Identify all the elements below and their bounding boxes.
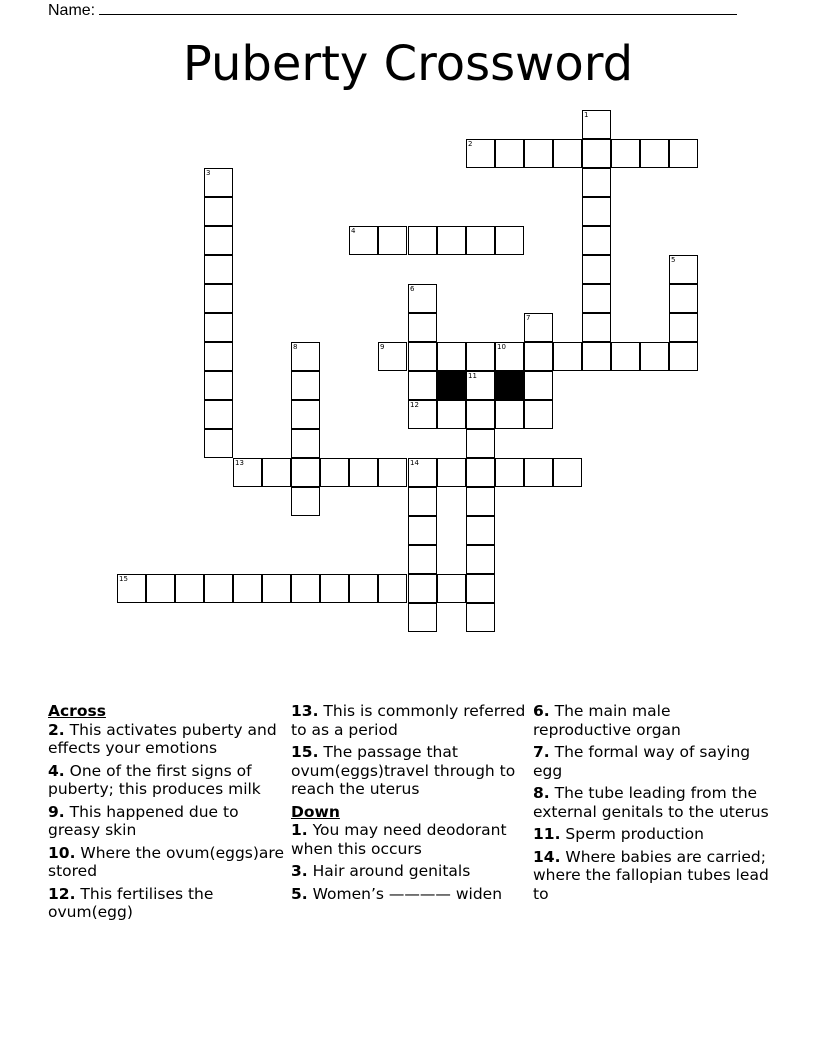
grid-cell[interactable] xyxy=(262,458,291,487)
grid-cell[interactable] xyxy=(291,574,320,603)
grid-cell[interactable] xyxy=(378,226,407,255)
clue-number-13: 13 xyxy=(235,459,244,467)
clue-number-6: 6 xyxy=(410,285,415,293)
grid-cell[interactable] xyxy=(466,429,495,458)
clues-column-2 xyxy=(291,702,527,907)
grid-cell[interactable] xyxy=(408,400,437,429)
grid-cell[interactable] xyxy=(320,574,349,603)
grid-cell[interactable] xyxy=(582,226,611,255)
clue-number-9: 9 xyxy=(380,343,385,351)
grid-cell[interactable] xyxy=(146,574,175,603)
grid-cell[interactable] xyxy=(466,458,495,487)
clue-number-7: 7 xyxy=(526,314,531,322)
grid-cell[interactable] xyxy=(408,284,437,313)
grid-cell[interactable] xyxy=(204,400,233,429)
grid-cell[interactable] xyxy=(204,371,233,400)
grid-cell[interactable] xyxy=(582,139,611,168)
grid-cell[interactable] xyxy=(582,168,611,197)
grid-cell[interactable] xyxy=(204,226,233,255)
grid-cell[interactable] xyxy=(408,313,437,342)
grid-cell[interactable] xyxy=(291,487,320,516)
clue-down-8: 8. The tube leading from the external genitals to the uterus xyxy=(533,784,769,821)
grid-cell[interactable] xyxy=(524,313,553,342)
clue-down-14: 14. Where babies are carried; where the fallopian tubes lead to xyxy=(533,847,769,903)
grid-cell[interactable] xyxy=(495,139,524,168)
grid-cell[interactable] xyxy=(291,371,320,400)
grid-cell[interactable] xyxy=(466,139,495,168)
grid-cell[interactable] xyxy=(466,342,495,371)
grid-cell[interactable] xyxy=(669,313,698,342)
clue-down-7: 7. The formal way of saying egg xyxy=(533,743,751,780)
grid-cell[interactable] xyxy=(640,342,669,371)
grid-cell[interactable] xyxy=(291,400,320,429)
clue-across-15: 15. The passage that ovum(eggs)travel through to reach the uterus xyxy=(291,743,516,798)
grid-cell[interactable] xyxy=(611,342,640,371)
grid-cell[interactable] xyxy=(437,574,466,603)
grid-cell[interactable] xyxy=(582,110,611,139)
grid-cell[interactable] xyxy=(204,197,233,226)
clue-down-6: 6. The main male reproductive organ xyxy=(533,702,681,739)
clues-column-3 xyxy=(533,702,773,907)
grid-cell[interactable] xyxy=(175,574,204,603)
grid-cell[interactable] xyxy=(640,139,669,168)
grid-cell[interactable] xyxy=(408,458,437,487)
grid-cell[interactable] xyxy=(437,400,466,429)
clue-number-8: 8 xyxy=(293,343,298,351)
grid-cell[interactable] xyxy=(408,371,437,400)
grid-cell[interactable] xyxy=(495,400,524,429)
across-heading: Across xyxy=(48,702,106,720)
page-title: Puberty Crossword xyxy=(182,36,634,92)
grid-cell[interactable] xyxy=(291,458,320,487)
grid-cell[interactable] xyxy=(408,342,437,371)
grid-cell[interactable] xyxy=(291,342,320,371)
grid-cell[interactable] xyxy=(233,574,262,603)
grid-cell[interactable] xyxy=(582,197,611,226)
grid-cell[interactable] xyxy=(349,226,378,255)
clue-down-1: 1. You may need deodorant when this occurs xyxy=(291,821,507,858)
clue-down-5: 5. Women’s ———— widen xyxy=(291,884,503,903)
clue-number-14: 14 xyxy=(410,459,419,467)
grid-cell[interactable] xyxy=(524,400,553,429)
grid-cell[interactable] xyxy=(669,139,698,168)
grid-cell[interactable] xyxy=(466,516,495,545)
clue-number-10: 10 xyxy=(497,343,506,351)
grid-cell[interactable] xyxy=(204,313,233,342)
clue-number-4: 4 xyxy=(351,227,356,235)
grid-cell[interactable] xyxy=(553,458,582,487)
grid-cell[interactable] xyxy=(669,255,698,284)
clue-number-1: 1 xyxy=(584,111,589,119)
grid-cell[interactable] xyxy=(466,574,495,603)
grid-cell[interactable] xyxy=(466,487,495,516)
grid-cell[interactable] xyxy=(117,574,146,603)
grid-cell[interactable] xyxy=(437,226,466,255)
grid-cell[interactable] xyxy=(408,603,437,632)
grid-cell[interactable] xyxy=(582,313,611,342)
grid-cell[interactable] xyxy=(408,545,437,574)
grid-cell[interactable] xyxy=(437,458,466,487)
grid-cell[interactable] xyxy=(204,168,233,197)
grid-cell[interactable] xyxy=(466,400,495,429)
grid-cell[interactable] xyxy=(466,371,495,400)
grid-cell[interactable] xyxy=(524,139,553,168)
grid-cell[interactable] xyxy=(582,342,611,371)
clue-number-2: 2 xyxy=(468,140,473,148)
grid-cell[interactable] xyxy=(582,255,611,284)
grid-cell[interactable] xyxy=(233,458,262,487)
grid-cell[interactable] xyxy=(437,342,466,371)
grid-cell[interactable] xyxy=(204,342,233,371)
grid-cell[interactable] xyxy=(524,371,553,400)
clue-number-11: 11 xyxy=(468,372,477,380)
grid-cell[interactable] xyxy=(495,342,524,371)
grid-cell[interactable] xyxy=(495,458,524,487)
grid-cell[interactable] xyxy=(495,226,524,255)
clue-number-12: 12 xyxy=(410,401,419,409)
grid-cell[interactable] xyxy=(349,458,378,487)
grid-cell[interactable] xyxy=(408,516,437,545)
grid-cell[interactable] xyxy=(378,342,407,371)
clue-number-5: 5 xyxy=(671,256,676,264)
clue-across-9: 9. This happened due to greasy skin xyxy=(48,802,239,839)
grid-cell[interactable] xyxy=(262,574,291,603)
grid-cell[interactable] xyxy=(378,458,407,487)
grid-cell[interactable] xyxy=(291,429,320,458)
clue-across-12: 12. This fertilises the ovum(egg) xyxy=(48,884,214,921)
clue-across-4: 4. One of the first signs of puberty; this produces milk xyxy=(48,761,261,798)
clues-column-1 xyxy=(48,702,284,926)
grid-cell[interactable] xyxy=(553,342,582,371)
grid-cell[interactable] xyxy=(669,284,698,313)
clue-across-13: 13. This is commonly referred to as a period xyxy=(291,702,526,739)
grid-cell[interactable] xyxy=(408,226,437,255)
grid-cell[interactable] xyxy=(204,255,233,284)
clue-across-2: 2. This activates puberty and effects your emotions xyxy=(48,720,277,757)
clue-down-3: 3. Hair around genitals xyxy=(291,862,471,880)
grid-cell[interactable] xyxy=(466,226,495,255)
grid-cell[interactable] xyxy=(524,342,553,371)
grid-cell[interactable] xyxy=(408,574,437,603)
grid-cell[interactable] xyxy=(611,139,640,168)
clue-number-15: 15 xyxy=(119,575,128,583)
grid-cell[interactable] xyxy=(320,458,349,487)
grid-cell[interactable] xyxy=(204,429,233,458)
grid-cell[interactable] xyxy=(582,284,611,313)
grid-cell[interactable] xyxy=(466,603,495,632)
grid-cell[interactable] xyxy=(378,574,407,603)
down-heading: Down xyxy=(291,802,340,821)
name-label: Name: xyxy=(48,2,96,19)
grid-cell[interactable] xyxy=(553,139,582,168)
grid-cell[interactable] xyxy=(204,284,233,313)
grid-cell[interactable] xyxy=(466,545,495,574)
grid-cell[interactable] xyxy=(524,458,553,487)
grid-block-cell xyxy=(437,371,466,400)
grid-cell[interactable] xyxy=(349,574,378,603)
grid-cell[interactable] xyxy=(408,487,437,516)
grid-cell[interactable] xyxy=(669,342,698,371)
grid-cell[interactable] xyxy=(204,574,233,603)
clue-number-3: 3 xyxy=(206,169,211,177)
clue-down-11: 11. Sperm production xyxy=(533,825,704,843)
clue-across-10: 10. Where the ovum(eggs)are stored xyxy=(48,843,284,880)
grid-block-cell xyxy=(495,371,524,400)
